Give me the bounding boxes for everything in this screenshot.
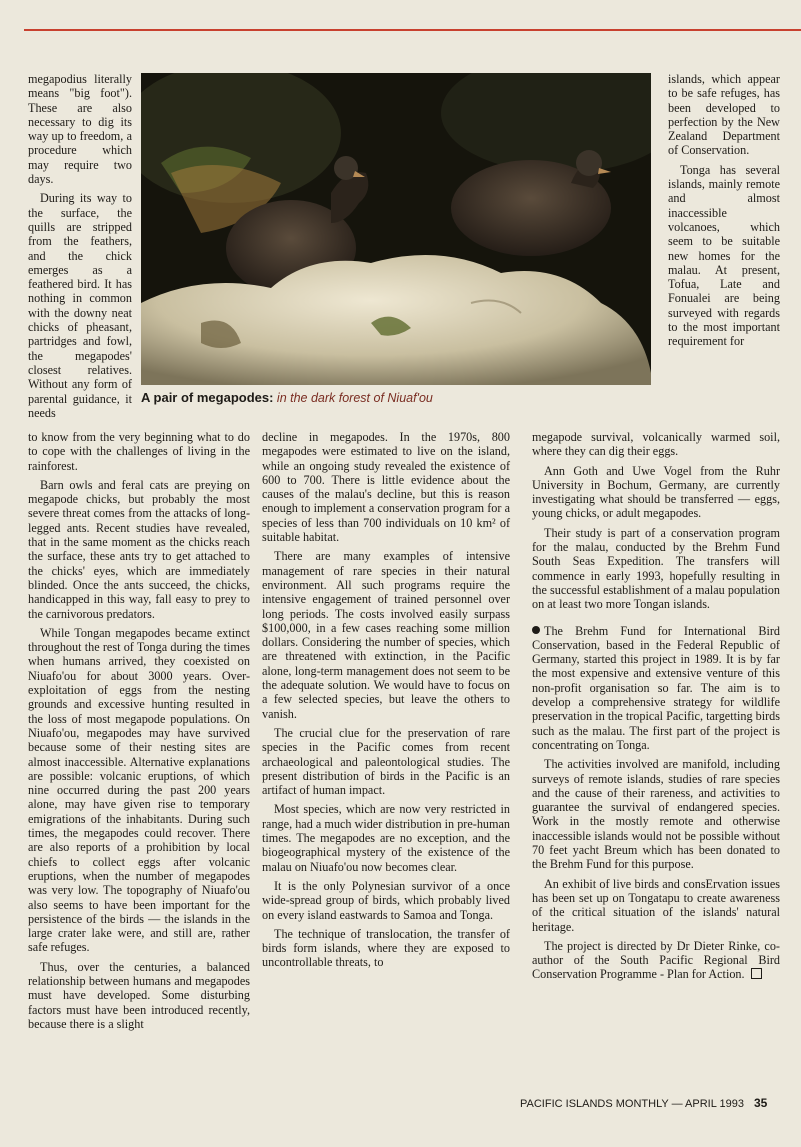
paragraph: Most species, which are now very restricted in range, had a much wider distribution in pre-human times. The megapodes are no exception, and the biogeographical mystery of the existence of the malau on Niuafo'ou now becomes clear. — [262, 802, 510, 874]
paragraph: Ann Goth and Uwe Vogel from the Ruhr University in Bochum, Germany, are currently investigating what should be transferred — eggs, young chicks, or adult megapodes. — [532, 463, 780, 521]
column-left-narrow — [28, 72, 132, 420]
header-rule — [24, 29, 801, 31]
megapode-photo — [141, 73, 651, 385]
photo-illustration — [141, 73, 651, 385]
bullet-icon — [532, 626, 540, 634]
paragraph: Tonga has several islands, mainly remote and almost inaccessible volcanoes, which seem to be suitable new homes for the malau. At present, Tofua, Late and Fonualei are being surveyed with regards to the most important requirement for — [668, 162, 780, 349]
caption-text: in the dark forest of Niuaf'ou — [273, 391, 433, 405]
column-lower-right — [532, 430, 780, 982]
page-number: 35 — [753, 1096, 768, 1110]
paragraph: megapodius literally means "big foot"). These are also necessary to dig its way up to freedom, a procedure which may require two days. — [28, 72, 132, 187]
end-mark-icon — [751, 968, 762, 979]
column-right-narrow — [668, 72, 780, 349]
paragraph: Barn owls and feral cats are preying on megapode chicks, but probably the most severe threat comes from the attacks of long-legged ants. Recent studies have revealed, that in the same moment as the chicks reach the surface, these ants try to get attached to the chicks' eyes, which are immediately blinded. Once the ants succeed, the chicks, handicapped in this way, fall easy to prey to the carnivorous predators. — [28, 477, 250, 621]
paragraph: An exhibit of live birds and consErvation issues has been set up on Tongatapu to create awareness of the critical situation of the islands' natural heritage. — [532, 876, 780, 934]
paragraph-last — [532, 939, 780, 982]
paragraph: The activities involved are manifold, including surveys of remote islands, studies of rare species and the cause of their rareness, and activities to guarantee the survival of endangered species. Work in the mostly remote and otherwise inaccessible islands would not be possible without 70 feet yacht Breum which has been donated to the Brehm Fund for this purpose. — [532, 757, 780, 872]
paragraph: It is the only Polynesian survivor of a once wide-spread group of birds, which probably lived on every island eastwards to Samoa and Tonga. — [262, 878, 510, 922]
column-middle — [262, 430, 510, 970]
photo-caption — [141, 390, 661, 405]
paragraph: The technique of translocation, the transfer of birds form islands, where they are exposed to uncontrollable threats, to — [262, 926, 510, 970]
caption-label: A pair of megapodes: — [141, 390, 274, 405]
paragraph: The crucial clue for the preservation of rare species in the Pacific comes from recent archaeological and paleontological studies. The present distribution of birds in the Pacific is an artifact of human impact. — [262, 725, 510, 798]
paragraph: islands, which appear to be safe refuges, has been developed to perfection by the New Zealand Department of Conservation. — [668, 72, 780, 158]
section-paragraph — [532, 624, 780, 753]
paragraph-text: The Brehm Fund for International Bird Conservation, based in the Federal Republic of Germany, started this project in 1989. It is by far the most expensive and extensive venture of this non-profit organisation so far. The aim is to develop a comprehensive strategy for wildlife preservation in the tropical Pacific, targetting birds such as the malau. The first part of the project is concentrating on Tonga. — [532, 623, 780, 752]
paragraph: to know from the very beginning what to do to cope with the challenges of living in the rainforest. — [28, 430, 250, 473]
paragraph-text: The project is directed by Dr Dieter Rinke, co-author of the South Pacific Regional Bird Conservation Programme - Plan for Action. — [532, 938, 780, 982]
footer-text: PACIFIC ISLANDS MONTHLY — APRIL 1993 — [520, 1098, 744, 1110]
column-lower-left — [28, 430, 250, 1031]
paragraph: Thus, over the centuries, a balanced relationship between humans and megapodes must have developed. Some disturbing factors must have been introduced recently, because there is a slight — [28, 959, 250, 1031]
page-footer — [520, 1096, 780, 1110]
paragraph: There are many examples of intensive management of rare species in their natural environment. All such programs require the intensive engagement of trained personnel over long periods. The costs involved easily surpass $100,000, in a few cases reaching some million dollars. Considering the number of species, which are threatened with extinction, in the Pacific alone, long-term management does not seem to be the adequate solution. We would have to focus on a few selected species, but leave the others to vanish. — [262, 549, 510, 721]
paragraph: megapode survival, volcanically warmed soil, where they can dig their eggs. — [532, 430, 780, 459]
paragraph: During its way to the surface, the quills are stripped from the feathers, and the chick emerges as a feathered bird. It has nothing in common with the downy neat chicks of pheasant, partridges and fowl, the megapodes' closest relatives. Without any form of parental guidance, it needs — [28, 191, 132, 420]
paragraph: While Tongan megapodes became extinct throughout the rest of Tonga during the times when humans arrived, they coexisted on Niuafo'ou for about 3000 years. Over-exploitation of eggs from the nesting grounds and excessive hunting resulted in the loss of most megapode populations. On Niuafo'ou, megapodes may have survived because some of their nesting sites are almost inaccessible. Alternative explanations are possible: volcanic eruptions, of which nine occurred during the past 200 years alone, may have given rise to temporary emigrations of the inhabitants. During such times, the megapodes could recover. There are also reports of a prohibition by local chiefs to collect eggs after volcanic eruptions, when the number of megapodes was very low. The topography of Niuafo'ou also seems to have been important for the persistence of the birds — the islands in the large crater lake were, and still are, rather safe refuges. — [28, 625, 250, 955]
paragraph: decline in megapodes. In the 1970s, 800 megapodes were estimated to live on the island, while an ongoing study revealed the existence of 600 to 700. There is little evidence about the causes of the malau's decline, but this is reason enough to implement a conservation program for a species of less than 700 individuals on 10 km² of suitable habitat. — [262, 430, 510, 545]
paragraph: Their study is part of a conservation program for the malau, conducted by the Brehm Fund South Seas Expedition. The transfers will commence in early 1993, hopefully resulting in the successful establishment of a malau population on at least two more Tongan islands. — [532, 525, 780, 612]
